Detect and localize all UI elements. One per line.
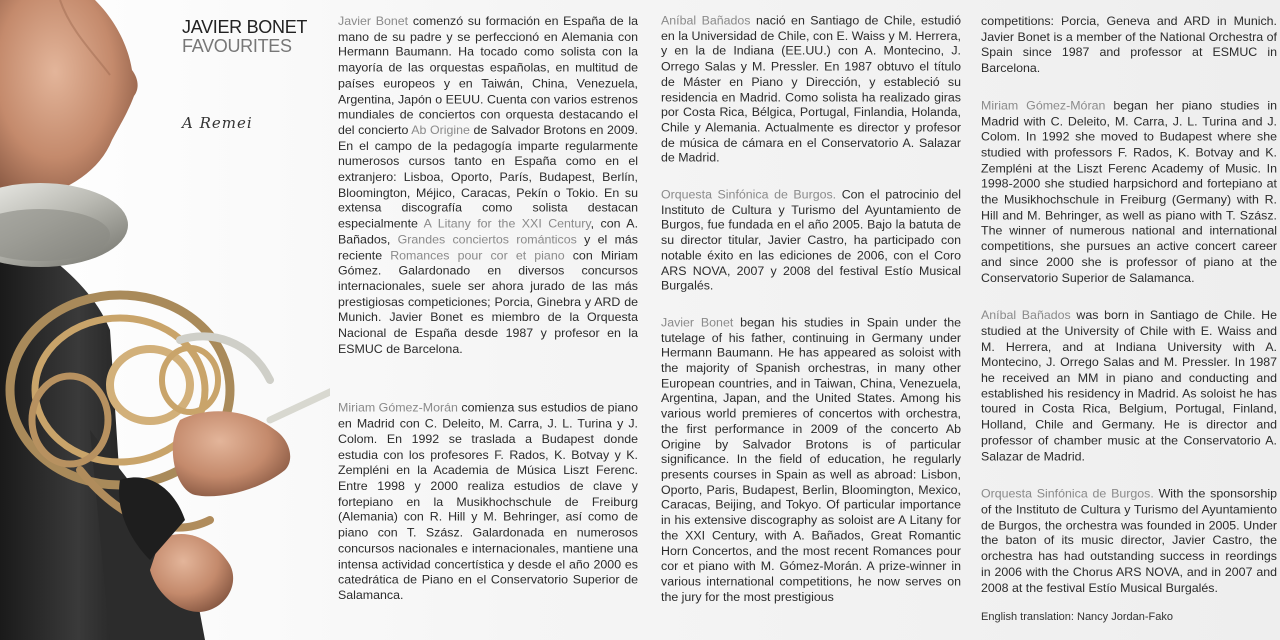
paragraph-orquesta-es: [661, 188, 961, 295]
paragraph-text: , and the most recent: [748, 544, 873, 558]
hornist-illustration: [0, 0, 330, 640]
paragraph-bonet-en-cont: [981, 14, 1277, 77]
text-column-1: [338, 14, 638, 626]
translation-credit: English translation: Nancy Jordan-Fako: [981, 611, 1173, 624]
paragraph-text: With the sponsorship of the Instituto de Cultura y Turismo del Ayuntamiento de Burgos, the orchestra was founded in 2005. Under the baton of its music director, Javier Castro, the orchestra has had outstanding success in reordings in 2006 with the Chorus ARS NOVA, and in 2007 and 2008 at the festival Estío Musical Burgalés.: [981, 486, 1277, 595]
paragraph-orquesta-en: [981, 487, 1277, 597]
paragraph-text: y el más reciente: [338, 232, 638, 262]
name-highlight: Orquesta Sinfónica de Burgos.: [661, 187, 837, 202]
paragraph-text: de Salvador Brotons en 2009. En el campo de la pedagogía imparte regularmente numerosos cursos tanto en España como en el extranjero: Lisboa, Oporto, París, Budapest, Berlín, Bloomington, Méjico, Caracas, Pekín o Tokio. En su extensa discografía como solista destacan especialmente: [338, 123, 638, 231]
paragraph-text: , with A. Bañados,: [754, 528, 871, 543]
dedication: A Remei: [182, 114, 253, 132]
name-highlight: Orquesta Sinfónica de Burgos.: [981, 486, 1154, 501]
hornist-photo: [0, 0, 330, 640]
work-title: A Litany for the XXI Century: [423, 216, 591, 231]
work-title: Romances pour cor et piano: [390, 248, 565, 262]
paragraph-text: began her piano studies in Madrid with C. Deleito, M. Carra, J. L. Turina and J. Colom. In 1992 she moved to Budapest where she studied with professors F. Rados, K. Botvay and K. Zempléni at the Liszt Ferenc Academy of Music. In 1998-2000 she studied harpsichord and fortepiano at the Musikhochschule in Freiburg (Germany) with R. Hill and M. Behringer, as well as piano with T. Szász. The winner of numerous national and international competitions, she pursues an active concert career and since 2000 she is professor of piano at the Conservatorio Superior de Salamanca.: [981, 98, 1278, 285]
name-highlight: Javier Bonet: [338, 14, 409, 28]
work-title: A Litany for the XXI Century: [661, 513, 961, 543]
work-title: Grandes conciertos románticos: [397, 232, 577, 247]
paragraph-text: con Miriam Gómez. Galardonado en diversos concursos internacionales, suele ser ahora jurado de las más prestigiosas competiciones; Porcia, Ginebra y ARD de Munich. Javier Bonet es miembro de la Orquesta Nacional de España desde 1987 y profesor en la ESMUC de Barcelona.: [338, 248, 638, 356]
name-highlight: Aníbal Bañados: [661, 14, 751, 28]
paragraph-bonet-es: [338, 14, 638, 357]
work-title: Ab Origine: [411, 123, 470, 138]
paragraph-text: comienza sus estudios de piano en Madrid con C. Deleito, M. Carra, J. L. Turina y J. Colom. En 1992 se traslada a Budapest donde estudia con los profesores F. Rados, K. Botvay y K. Zempléni en la Academia de Música Liszt Ferenc. Entre 1998 y 2000 realiza estudios de clave y fortepiano en la Musikhochschule de Freiburg (Alemania) con R. Hill y M. Behringer, así como de piano con T. Szász. Galardonada en numerosos concursos nacionales e internacionales, mantiene una intensa actividad concertística y desde el año 2000 es catedrática de Piano en el Conservatorio Superior de Salamanca.: [338, 400, 638, 603]
name-highlight: Miriam Gómez-Morán: [338, 400, 458, 415]
paragraph-text: was born in Santiago de Chile. He studied at the University of Chile with E. Waiss and M. Herrera, and at Indiana University with A. Montecino, J. Orrego Salas and M. Pressler. In 1987 he received an MM in piano and conducting and established his residency in Madrid. As soloist he has toured in Costa Rica, Belgium, Portugal, Finland, Holland, Chile and Germany. He is director and professor of chamber music at the Conservatorio A. Salazar de Madrid.: [981, 308, 1277, 464]
paragraph-text: with M. Gómez-Morán. A prize-winner in various international competitions, he now serves on the jury for the most prestigious: [661, 559, 962, 604]
paragraph-banados-en: [981, 308, 1277, 465]
work-title: Romances pour cor et piano: [661, 544, 961, 573]
paragraph-text: began his studies in Spain under the tutelage of his father, continuing in Germany under Hermann Baumann. He has appeared as soloist with the majority of Spanish orchestras, in many other European countries, and in Taiwan, China, Venezuela, Argentina, Japan, and the United States. Among his various world premieres of concertos with orchestra, the first performance in 2009 of the concerto: [661, 315, 961, 436]
text-column-2: [661, 14, 961, 626]
album-name: FAVOURITES: [182, 36, 292, 56]
paragraph-bonet-en: [661, 316, 961, 605]
paragraph-text: nació en Santiago de Chile, estudió en la Universidad de Chile, con E. Waiss y M. Herrera, y en la de Indiana (EE.UU.) con A. Montecino, J. Orrego Salas y M. Pressler. En 1987 obtuvo el título de Máster en Piano y Dirección, y estableció su residencia en Madrid. Como solista ha realizado giras por Costa Rica, Bélgica, Portugal, Finlandia, Holanda, Chile y Alemania. Actualmente es director y profesor de música de cámara en el Conservatorio A. Salazar de Madrid.: [661, 14, 961, 165]
work-title: Great Romantic Horn Concertos: [661, 528, 961, 558]
paragraph-text: comenzó su formación en España de la mano de su padre y se perfeccionó en Alemania con Hermann Baumann. Ha tocado como solista con la mayoría de las orquestas españolas, en multitud de países europeos y en Taiwán, China, Venezuela, Argentina, Japón o EEUU. Cuenta con varios estrenos mundiales de conciertos con orquesta destacando el del concierto: [338, 14, 638, 138]
paragraph-banados-es: [661, 14, 961, 166]
paragraph-gomez-es: [338, 401, 638, 604]
paragraph-gomez-en: [981, 99, 1277, 287]
name-highlight: Javier Bonet: [661, 315, 734, 330]
name-highlight: Miriam Gómez-Móran: [981, 98, 1106, 113]
name-highlight: Aníbal Bañados: [981, 308, 1071, 323]
paragraph-text: competitions: Porcia, Geneva and ARD in Munich. Javier Bonet is a member of the National Orchestra of Spain since 1987 and professor at ESMUC in Barcelona.: [981, 14, 1277, 75]
album-title: [182, 18, 307, 56]
work-title: Ab Origine: [661, 422, 961, 452]
artist-name: JAVIER BONET: [182, 17, 308, 37]
text-column-3: [981, 14, 1277, 626]
paragraph-text: by Salvador Brotons is of particular significance. In the field of education, he regularly presents courses in Spain as well as abroad: Lisbon, Oporto, Paris, Budapest, Berlin, Bloomington, Mexico, Caracas, Beijing, and Tokyo. Of particular importance in his extensive discography as soloist are: [661, 437, 961, 528]
paragraph-text: , con A. Bañados,: [338, 216, 639, 247]
paragraph-text: Con el patrocinio del Instituto de Cultura y Turismo del Ayuntamiento de Burgos, fue fundada en el año 2005. Bajo la batuta de su director titular, Javier Castro, ha participado con notable éxito en las ediciones de 2006, con el Coro ARS NOVA, 2007 y 2008 del festival Estío Musical Burgalés.: [661, 187, 962, 293]
